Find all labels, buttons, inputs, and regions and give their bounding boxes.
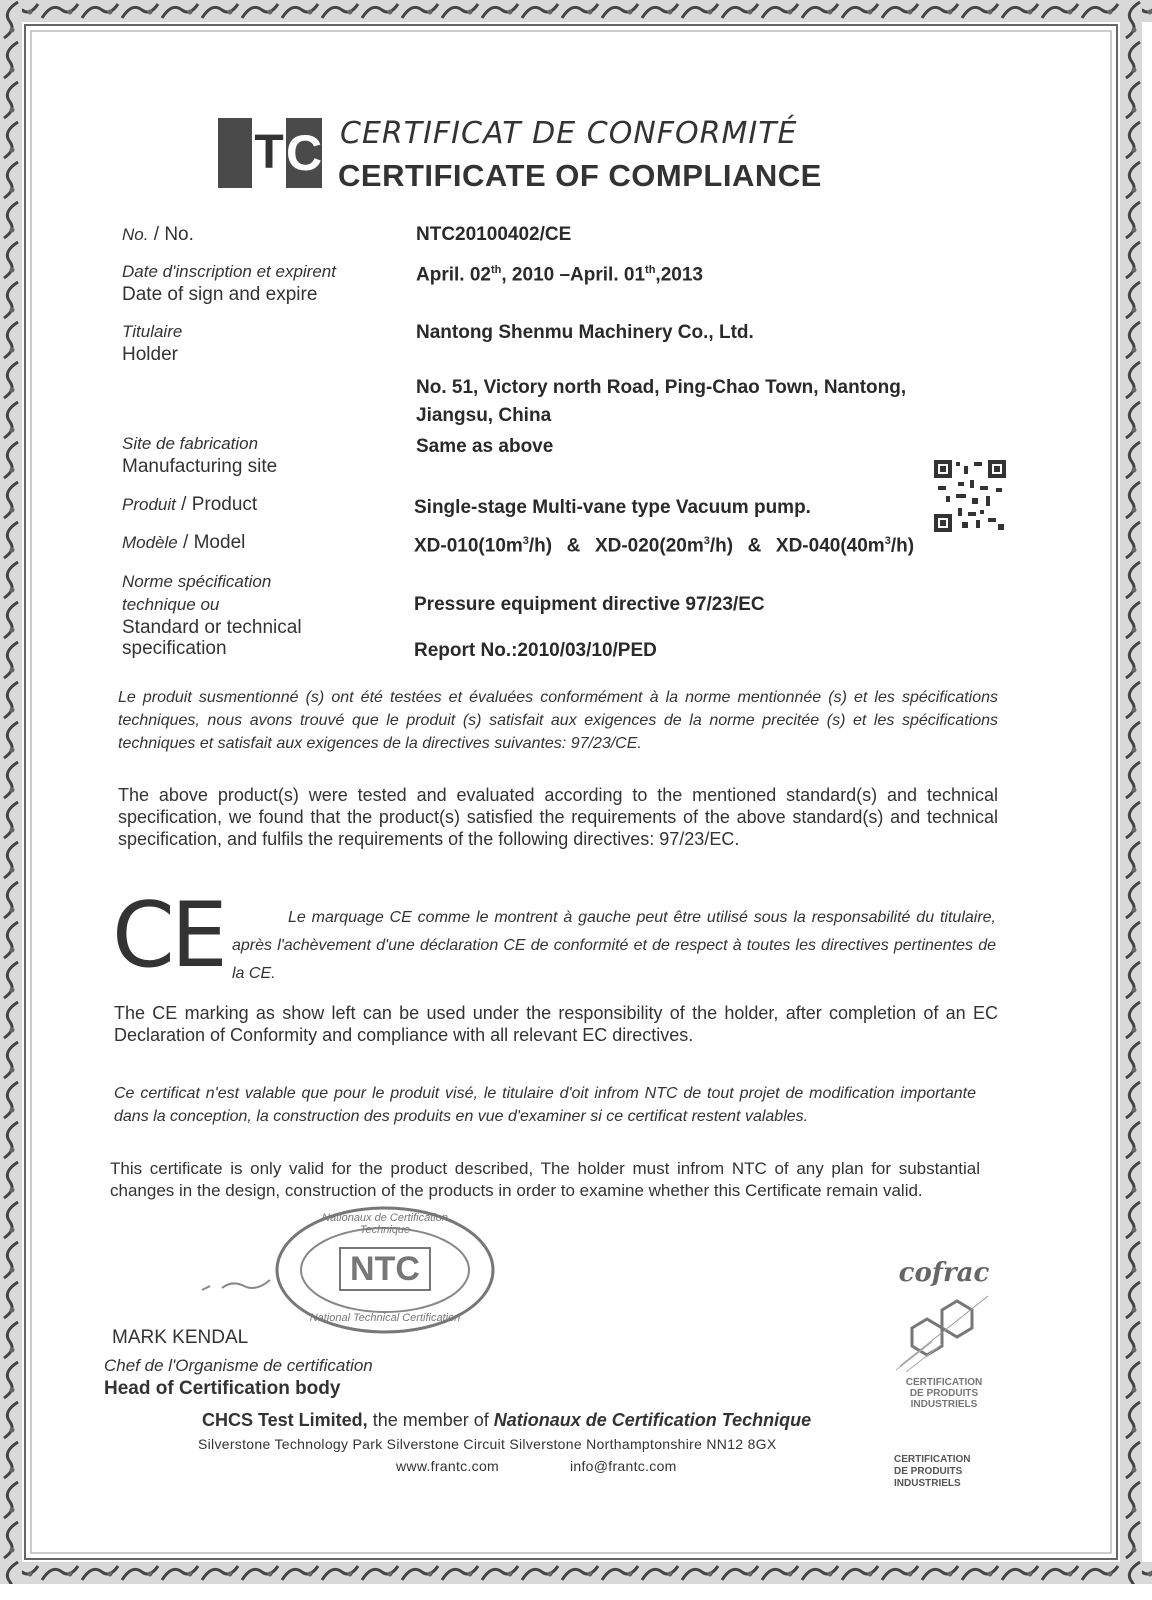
signatory-title-en: Head of Certification body [104, 1378, 341, 1399]
certificate-number: NTC20100402/CE [416, 224, 572, 245]
cofrac-line-2: DE PRODUITS [909, 1388, 979, 1399]
stamp-top-text: Nationaux de Certification Technique [322, 1212, 448, 1236]
footer-website: www.frantc.com [396, 1458, 499, 1474]
standard-label-fr-2: technique ou [122, 595, 220, 614]
stamp-bottom-text: National Technical Certification [309, 1312, 461, 1324]
qr-code [934, 460, 1006, 532]
date-value: April. 02th, 2010 –April. 01th,2013 [416, 264, 703, 286]
signatory-title-fr: Chef de l'Organisme de certification [104, 1356, 373, 1375]
validity-paragraph-fr: Ce certificat n'est valable que pour le produit visé, le titulaire d'oit infrom NTC de tout projet de modification importante dans la conception, la construction des produits en vue d'examiner si ce certificat restent valables. [114, 1085, 976, 1125]
holder-label-en: Holder [122, 344, 178, 365]
cofrac-brand: cofrac [898, 1258, 990, 1288]
signature-scribble [200, 1270, 280, 1300]
signatory-name: MARK KENDAL [112, 1327, 249, 1348]
date-label-en: Date of sign and expire [122, 284, 318, 305]
holder-address-2: Jiangsu, China [416, 405, 552, 426]
holder-value: Nantong Shenmu Machinery Co., Ltd. [416, 322, 754, 343]
logo-letter-c: C [286, 118, 322, 188]
ce-paragraph-en: The CE marking as show left can be used under the responsibility of the holder, after completion of an EC Declaration of Conformity and compliance with all relevant EC directives. [114, 1003, 998, 1045]
standard-value: Pressure equipment directive 97/23/EC [414, 594, 765, 615]
ntc-stamp [270, 1200, 500, 1340]
standard-label-en-2: specification [122, 638, 227, 659]
logo-block-n [218, 118, 252, 188]
ntc-logo [218, 118, 322, 190]
site-label-en: Manufacturing site [122, 456, 278, 477]
holder-address-1: No. 51, Victory north Road, Ping-Chao Town, Nantong, [416, 377, 907, 398]
cofrac-line-1: CERTIFICATION [905, 1377, 983, 1388]
title-en: CERTIFICATE OF COMPLIANCE [338, 158, 822, 193]
logo-letter-t: T [254, 126, 284, 179]
footer-address: Silverstone Technology Park Silverstone Circuit Silverstone Northamptonshire NN12 8GX [198, 1436, 777, 1452]
validity-paragraph-en: This certificate is only valid for the product described, The holder must infrom NTC of any plan for substantial changes in the design, construction of the products in order to examine whether this Certificate remain valid. [110, 1159, 980, 1200]
standard-label-fr-1: Norme spécification [122, 572, 272, 591]
cofrac-hexagon-icon [892, 1288, 996, 1372]
site-value: Same as above [416, 436, 554, 457]
product-value: Single-stage Multi-vane type Vacuum pump. [414, 497, 811, 518]
report-number: Report No.:2010/03/10/PED [414, 640, 657, 661]
model-value: $XD-010(10m^3/h)$ & $XD-020(20m^3/h)$ & $XD-040(40m^3/h)$ [414, 535, 915, 557]
footer-email: info@frantc.com [570, 1458, 677, 1474]
compliance-paragraph-fr: Le produit susmentionné (s) ont été testées et évaluées conformément à la norme mentionnée (s) et les spécifications techniques, nous avons trouvé que le produit (s) satisfait aux exigences de la norme precitée (s) et les spécifications techniques et satisfait aux exigences de la directives suivantes: 97/23/CE. [118, 689, 998, 752]
title-fr: CERTIFICAT DE CONFORMITÉ [340, 116, 798, 151]
holder-label-fr: Titulaire [122, 322, 183, 341]
ce-paragraph-fr: Le marquage CE comme le montrent à gauche peut être utilisé sous la responsabilité du titulaire, après l'achèvement d'une déclaration CE de conformité et de respect à toutes les directives pertinentes de la CE. [232, 909, 996, 982]
compliance-paragraph-en: The above product(s) were tested and evaluated according to the mentioned standard(s) and technical specification, we found that the product(s) satisfied the requirements of the above standard(s) and technical specification, and fulfils the requirements of the following directives: 97/23/EC. [118, 785, 998, 849]
number-label: No. / No. [122, 224, 194, 245]
product-label: Produit / Product [122, 494, 258, 515]
cofrac-logo [892, 1258, 996, 1418]
date-label-fr: Date d'inscription et expirent [122, 262, 336, 281]
cofrac-line-3: INDUSTRIELS [910, 1399, 978, 1410]
model-label: Modèle / Model [122, 532, 246, 553]
site-label-fr: Site de fabrication [122, 434, 259, 453]
footer-company-line: CHCS Test Limited, the member of Nationaux de Certification Technique [202, 1410, 812, 1430]
stamp-center-text: NTC [350, 1250, 420, 1288]
cofrac-under-text: CERTIFICATION DE PRODUITS INDUSTRIELS [894, 1454, 971, 1489]
ce-mark: CE [112, 883, 224, 988]
standard-label-en-1: Standard or technical [122, 617, 302, 638]
